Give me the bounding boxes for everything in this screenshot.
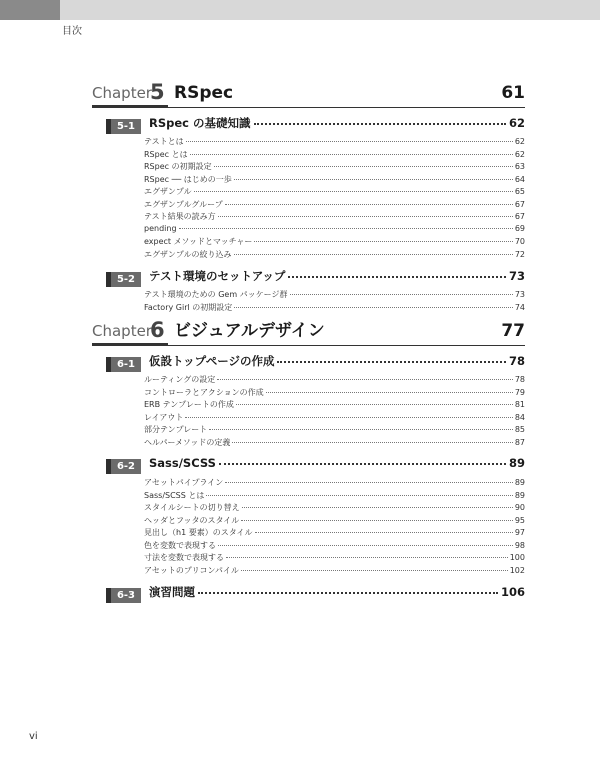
toc-item-label: スタイルシートの切り替え: [144, 503, 240, 512]
dot-leader: [198, 592, 498, 594]
toc-item-label: レイアウト: [144, 412, 184, 422]
section-heading[interactable]: [92, 115, 525, 133]
toc-item[interactable]: [144, 136, 525, 149]
toc-item-page: 81: [514, 400, 525, 409]
toc-section: [92, 584, 525, 602]
toc-item-label: 色を変数で表現する: [144, 540, 216, 550]
toc-item-page: 67: [514, 212, 525, 221]
table-of-contents: [92, 76, 525, 602]
top-bar: [0, 0, 600, 20]
toc-item-page: 100: [509, 553, 525, 562]
section-title: 仮設トップページの作成: [149, 354, 275, 368]
toc-item-page: 102: [509, 565, 525, 575]
dot-leader: [232, 442, 512, 443]
toc-item[interactable]: [144, 540, 525, 553]
dot-leader: [255, 532, 513, 533]
section-items: [144, 477, 525, 577]
section-items: [144, 136, 525, 261]
toc-item[interactable]: [144, 412, 525, 425]
toc-item-label: pending: [144, 223, 177, 233]
toc-item-page: 63: [514, 162, 525, 171]
toc-item[interactable]: [144, 186, 525, 199]
dot-leader: [254, 241, 512, 242]
dot-leader: [241, 570, 508, 571]
section-heading[interactable]: [92, 268, 525, 286]
toc-item-page: 90: [514, 503, 525, 512]
section-number-badge: 6-3: [106, 588, 141, 603]
toc-item-label: 寸法を変数で表現する: [144, 553, 224, 562]
toc-item-page: 70: [514, 237, 525, 246]
section-items: [144, 289, 525, 314]
toc-item-page: 62: [514, 149, 525, 159]
section-page: 89: [508, 456, 525, 470]
toc-item[interactable]: [144, 161, 525, 174]
toc-item-page: 85: [514, 425, 525, 434]
toc-item-page: 84: [514, 412, 525, 422]
toc-item-label: アセットパイプライン: [144, 478, 224, 487]
dot-leader: [218, 545, 513, 546]
chapter-number: 6: [150, 318, 165, 342]
chapter-heading[interactable]: [92, 76, 525, 108]
toc-item-page: 73: [514, 290, 525, 299]
chapter-heading[interactable]: [92, 314, 525, 346]
toc-item-label: ヘッダとフッタのスタイル: [144, 515, 240, 525]
toc-item-label: エグザンプル: [144, 187, 192, 196]
dot-leader: [225, 204, 513, 205]
toc-item-label: テストとは: [144, 137, 184, 146]
toc-item[interactable]: [144, 387, 525, 400]
toc-section: [92, 353, 525, 449]
toc-item[interactable]: [144, 424, 525, 437]
dot-leader: [234, 179, 513, 180]
chapter-label: Chapter: [92, 84, 152, 102]
dot-leader: [277, 361, 506, 363]
toc-section: [92, 456, 525, 577]
section-heading[interactable]: [92, 584, 525, 602]
toc-item[interactable]: [144, 477, 525, 490]
dot-leader: [219, 463, 506, 465]
toc-item-page: 74: [514, 302, 525, 312]
top-bar-block: [0, 0, 60, 20]
running-header: 目次: [62, 26, 82, 37]
toc-item-label: テスト結果の読み方: [144, 212, 216, 221]
toc-item-page: 64: [514, 174, 525, 184]
toc-item[interactable]: [144, 490, 525, 503]
section-page: 106: [500, 585, 525, 599]
dot-leader: [288, 276, 506, 278]
toc-item[interactable]: [144, 565, 525, 578]
section-title: RSpec の基礎知識: [149, 116, 251, 130]
toc-item-page: 97: [514, 528, 525, 537]
toc-item[interactable]: [144, 374, 525, 387]
section-page: 73: [508, 269, 525, 283]
dot-leader: [290, 294, 513, 295]
dot-leader: [179, 228, 513, 229]
section-items: [144, 374, 525, 449]
chapter-label: Chapter: [92, 322, 152, 340]
toc-section: [92, 115, 525, 261]
dot-leader: [226, 557, 508, 558]
dot-leader: [186, 141, 513, 142]
section-number-badge: 6-1: [106, 357, 141, 372]
chapter-number: 5: [150, 80, 165, 104]
toc-item[interactable]: [144, 302, 525, 315]
dot-leader: [218, 216, 513, 217]
section-number-badge: 5-2: [106, 272, 141, 287]
section-number-badge: 5-1: [106, 119, 141, 134]
toc-item-label: 見出し（h1 要素）のスタイル: [144, 528, 253, 537]
section-heading[interactable]: [92, 456, 525, 474]
chapter-page: 77: [501, 321, 525, 341]
toc-item[interactable]: [144, 211, 525, 224]
section-page: 62: [508, 116, 525, 130]
toc-item-label: ERB テンプレートの作成: [144, 400, 234, 409]
dot-leader: [234, 307, 513, 308]
toc-item[interactable]: [144, 149, 525, 162]
toc-item[interactable]: [144, 527, 525, 540]
toc-item-label: ヘルパーメソッドの定義: [144, 437, 231, 447]
dot-leader: [234, 254, 513, 255]
dot-leader: [241, 520, 513, 521]
chapter-title: ビジュアルデザイン: [174, 321, 325, 341]
toc-item-label: RSpec とは: [144, 149, 188, 159]
toc-item-page: 79: [514, 387, 525, 397]
dot-leader: [214, 166, 513, 167]
dot-leader: [236, 404, 513, 405]
toc-item-label: Sass/SCSS とは: [144, 490, 205, 500]
toc-item[interactable]: [144, 289, 525, 302]
toc-item-label: expect メソッドとマッチャー: [144, 237, 253, 246]
dot-leader: [254, 123, 506, 125]
page-number: vi: [29, 731, 38, 742]
toc-item[interactable]: [144, 249, 525, 262]
toc-item-page: 78: [514, 375, 525, 384]
section-page: 78: [508, 354, 525, 368]
chapter-rule: [92, 107, 525, 108]
dot-leader: [190, 154, 513, 155]
toc-item[interactable]: [144, 515, 525, 528]
section-title: 演習問題: [149, 585, 195, 599]
toc-section: [92, 268, 525, 314]
toc-item-label: 部分テンプレート: [144, 425, 208, 434]
dot-leader: [206, 495, 512, 496]
toc-item[interactable]: [144, 174, 525, 187]
toc-item[interactable]: [144, 502, 525, 515]
toc-item-label: アセットのプリコンパイル: [144, 565, 239, 575]
toc-item[interactable]: [144, 552, 525, 565]
section-title: Sass/SCSS: [149, 456, 216, 470]
toc-item-page: 89: [514, 490, 525, 500]
toc-item[interactable]: [144, 399, 525, 412]
dot-leader: [225, 482, 513, 483]
dot-leader: [217, 379, 513, 380]
dot-leader: [194, 191, 513, 192]
toc-item-label: エグザンプルグループ: [144, 199, 223, 209]
toc-item-label: RSpec の初期設定: [144, 162, 212, 171]
dot-leader: [242, 507, 513, 508]
toc-item-page: 87: [514, 437, 525, 447]
toc-item-page: 98: [514, 540, 525, 550]
toc-item-page: 89: [514, 478, 525, 487]
dot-leader: [209, 429, 513, 430]
toc-item-page: 67: [514, 199, 525, 209]
section-heading[interactable]: [92, 353, 525, 371]
section-title: テスト環境のセットアップ: [149, 269, 286, 283]
toc-item[interactable]: [144, 437, 525, 450]
toc-item[interactable]: [144, 236, 525, 249]
toc-item-label: RSpec ── はじめの一歩: [144, 174, 232, 184]
toc-item-page: 72: [514, 249, 525, 259]
toc-item-page: 62: [514, 137, 525, 146]
toc-item-label: テスト環境のための Gem パッケージ群: [144, 290, 288, 299]
chapter-rule: [92, 345, 525, 346]
section-number-badge: 6-2: [106, 459, 141, 474]
toc-item-label: エグザンプルの絞り込み: [144, 249, 232, 259]
toc-item-page: 69: [514, 223, 525, 233]
toc-item-label: コントローラとアクションの作成: [144, 387, 264, 397]
toc-item[interactable]: [144, 199, 525, 212]
chapter-page: 61: [501, 83, 525, 103]
toc-item-page: 95: [514, 515, 525, 525]
toc-item-label: ルーティングの設定: [144, 375, 216, 384]
dot-leader: [266, 392, 513, 393]
chapter-title: RSpec: [174, 83, 234, 103]
toc-item[interactable]: [144, 224, 525, 237]
toc-item-label: Factory Girl の初期設定: [144, 302, 233, 312]
toc-item-page: 65: [514, 187, 525, 196]
dot-leader: [185, 417, 512, 418]
